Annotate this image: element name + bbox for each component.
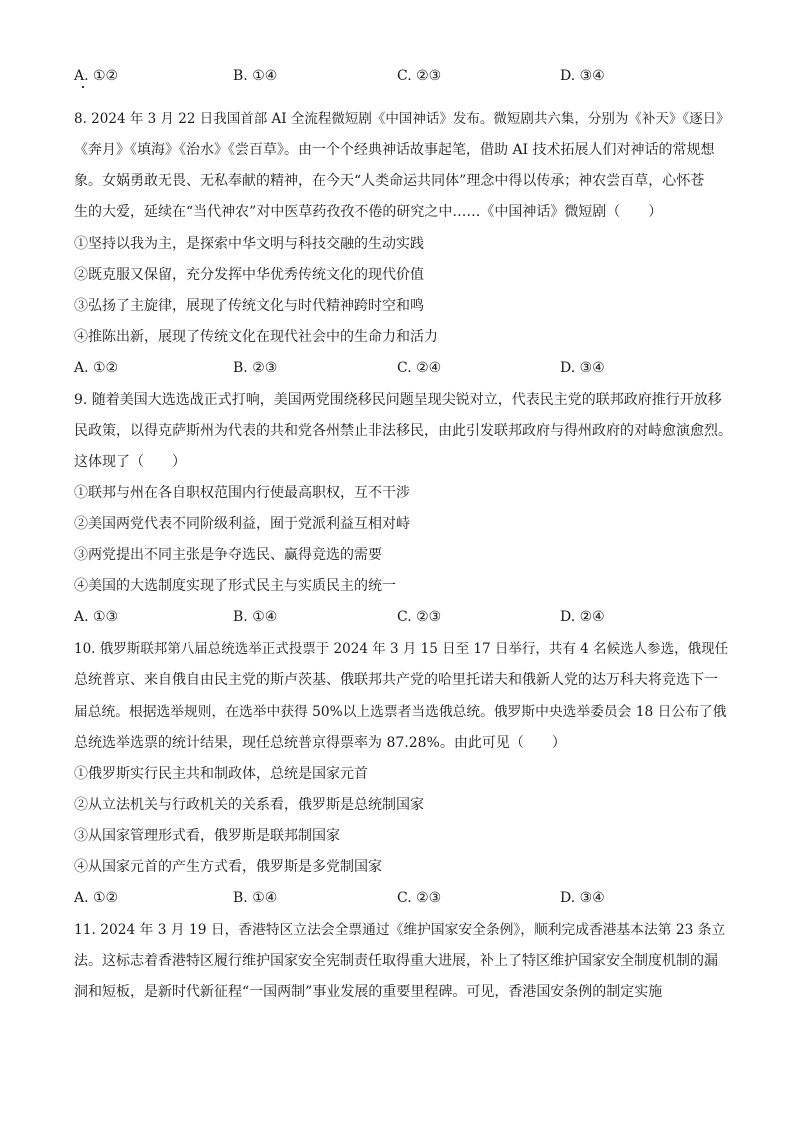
- q9-statement-3: ③两党提出不同主张是争夺选民、赢得竞选的需要: [74, 547, 382, 563]
- q8-statement-2: ②既克服又保留，充分发挥中华优秀传统文化的现代价值: [74, 267, 424, 283]
- q10-statement-3: ③从国家管理形式看，俄罗斯是联邦制国家: [74, 828, 340, 844]
- q7-option-c[interactable]: C. ②③: [397, 68, 442, 84]
- q10-option-b[interactable]: B. ①④: [233, 890, 278, 906]
- q8-stem-line: 生的大爱，延续在“当代神农”对中医草药孜孜不倦的研究之中……《中国神话》微短剧（ ）: [74, 204, 663, 220]
- q8-statement-1: ①坚持以我为主，是探索中华文明与科技交融的生动实践: [74, 236, 424, 252]
- q7-option-a[interactable]: A. ①②: [74, 68, 119, 84]
- q10-option-c[interactable]: C. ②③: [397, 890, 442, 906]
- q9-option-d[interactable]: D. ②④: [560, 609, 605, 625]
- q7-option-d[interactable]: D. ③④: [560, 68, 605, 84]
- stray-dot: [82, 86, 84, 88]
- q10-option-d[interactable]: D. ③④: [560, 890, 605, 906]
- q8-stem-line: 象。女娲勇敢无畏、无私奉献的精神，在今天“人类命运共同体”理念中得以传承；神农尝百草，心怀苍: [74, 173, 705, 189]
- q10-option-a[interactable]: A. ①②: [74, 890, 119, 906]
- q9-statement-1: ①联邦与州在各自职权范围内行使最高职权，互不干涉: [74, 485, 410, 501]
- q8-option-a[interactable]: A. ①②: [74, 360, 119, 376]
- q9-options: [0, 607, 794, 627]
- q9-option-b[interactable]: B. ①④: [233, 609, 278, 625]
- q8-option-b[interactable]: B. ②③: [233, 360, 278, 376]
- q11-stem-line: 11. 2024 年 3 月 19 日，香港特区立法会全票通过《维护国家安全条例》，顺利完成香港基本法第 23 条立: [74, 922, 726, 938]
- q11-stem-line: 法。这标志着香港特区履行维护国家安全宪制责任取得重大进展，补上了特区维护国家安全制度机制的漏: [74, 953, 718, 969]
- q9-option-c[interactable]: C. ②③: [397, 609, 442, 625]
- q10-stem-line: 总统普京、来自俄自由民主党的斯卢茨基、俄联邦共产党的哈里托诺夫和俄新人党的达万科夫将竞选下一: [74, 672, 718, 688]
- q10-stem-line: 10. 俄罗斯联邦第八届总统选举正式投票于 2024 年 3 月 15 日至 17 日举行，共有 4 名候选人参选，俄现任: [74, 641, 729, 657]
- q9-option-a[interactable]: A. ①③: [74, 609, 119, 625]
- q10-statement-2: ②从立法机关与行政机关的关系看，俄罗斯是总统制国家: [74, 797, 424, 813]
- q11-stem-line: 洞和短板，是新时代新征程“一国两制”事业发展的重要里程碑。可见，香港国安条例的制定实施: [74, 984, 663, 1000]
- q9-statement-4: ④美国的大选制度实现了形式民主与实质民主的统一: [74, 578, 396, 594]
- q9-stem-line: 9. 随着美国大选选战正式打响，美国两党围绕移民问题呈现尖锐对立，代表民主党的联邦政府推行开放移: [74, 392, 722, 408]
- q10-options: [0, 888, 794, 908]
- q10-stem-line: 届总统。根据选举规则，在选举中获得 50%以上选票者当选俄总统。俄罗斯中央选举委员会 18 日公布了俄: [74, 704, 727, 720]
- q9-stem-line: 民政策，以得克萨斯州为代表的共和党各州禁止非法移民，由此引发联邦政府与得州政府的对峙愈演愈烈。: [74, 423, 732, 439]
- q10-statement-4: ④从国家元首的产生方式看，俄罗斯是多党制国家: [74, 859, 382, 875]
- q9-stem-line: 这体现了（ ）: [74, 454, 186, 470]
- q8-options: [0, 358, 794, 378]
- q9-statement-2: ②美国两党代表不同阶级利益，囿于党派利益互相对峙: [74, 516, 410, 532]
- q10-statement-1: ①俄罗斯实行民主共和制政体，总统是国家元首: [74, 766, 368, 782]
- q8-statement-3: ③弘扬了主旋律，展现了传统文化与时代精神跨时空和鸣: [74, 298, 424, 314]
- q8-stem-line: 8. 2024 年 3 月 22 日我国首部 AI 全流程微短剧《中国神话》发布。微短剧共六集，分别为《补天》《逐日》: [74, 111, 730, 127]
- q8-stem-line: 《奔月》《填海》《治水》《尝百草》。由一个个经典神话故事起笔，借助 AI 技术拓展人们对神话的常规想: [74, 142, 715, 158]
- q8-option-d[interactable]: D. ③④: [560, 360, 605, 376]
- q7-option-b[interactable]: B. ①④: [233, 68, 278, 84]
- q8-option-c[interactable]: C. ②④: [397, 360, 442, 376]
- q10-stem-line: 总统选举选票的统计结果，现任总统普京得票率为 87.28%。由此可见（ ）: [74, 735, 566, 751]
- q8-statement-4: ④推陈出新，展现了传统文化在现代社会中的生命力和活力: [74, 329, 438, 345]
- q7-options: [0, 66, 794, 86]
